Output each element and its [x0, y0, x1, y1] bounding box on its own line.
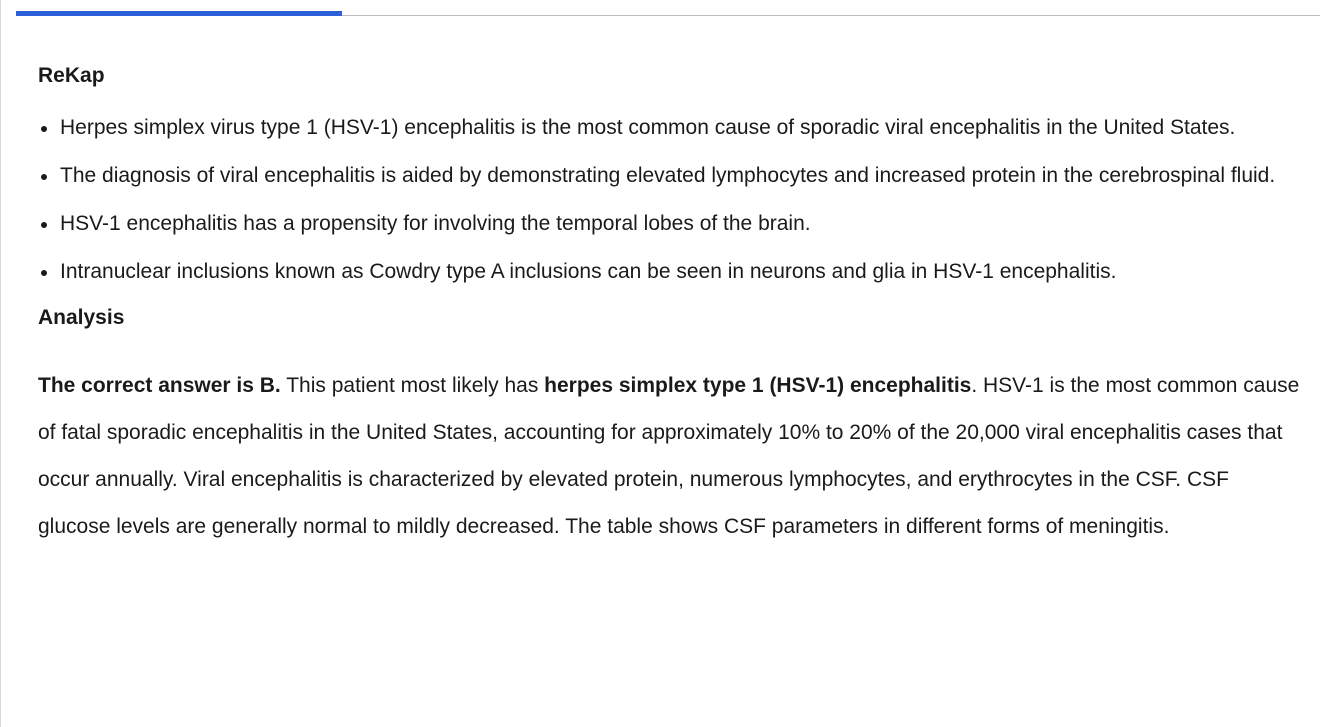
analysis-paragraph [38, 362, 1304, 550]
recap-item: HSV-1 encephalitis has a propensity for involving the temporal lobes of the brain. [60, 208, 1308, 240]
recap-list [38, 112, 1308, 288]
recap-item: The diagnosis of viral encephalitis is aided by demonstrating elevated lymphocytes and increased protein in the cerebrospinal fluid. [60, 160, 1308, 192]
analysis-text-part: This patient most likely has [280, 374, 545, 397]
analysis-text-part: . HSV-1 is the most common cause of fatal sporadic encephalitis in the United States, accounting for approximately 10% to 20% of the 20,000 viral encephalitis cases that occur annually. Viral encephalitis is characterized by elevated protein, numerous lymphocytes, and erythrocytes in the CSF. CSF glucose levels are generally normal to mildly decreased. The table shows CSF parameters in different forms of meningitis. [38, 374, 1300, 538]
explanation-content [38, 62, 1308, 550]
diagnosis-term: herpes simplex type 1 (HSV-1) encephalitis [544, 374, 972, 397]
correct-answer-lead: The correct answer is B. [38, 374, 281, 397]
recap-heading: ReKap [38, 64, 105, 87]
recap-section [38, 62, 1308, 112]
analysis-section [38, 304, 1308, 550]
analysis-heading: Analysis [38, 306, 125, 329]
recap-item: Intranuclear inclusions known as Cowdry type A inclusions can be seen in neurons and glia in HSV-1 encephalitis. [60, 256, 1308, 288]
recap-item: Herpes simplex virus type 1 (HSV-1) encephalitis is the most common cause of sporadic viral encephalitis in the United States. [60, 112, 1308, 144]
progress-fill [16, 11, 342, 16]
page-left-border [0, 0, 1, 727]
